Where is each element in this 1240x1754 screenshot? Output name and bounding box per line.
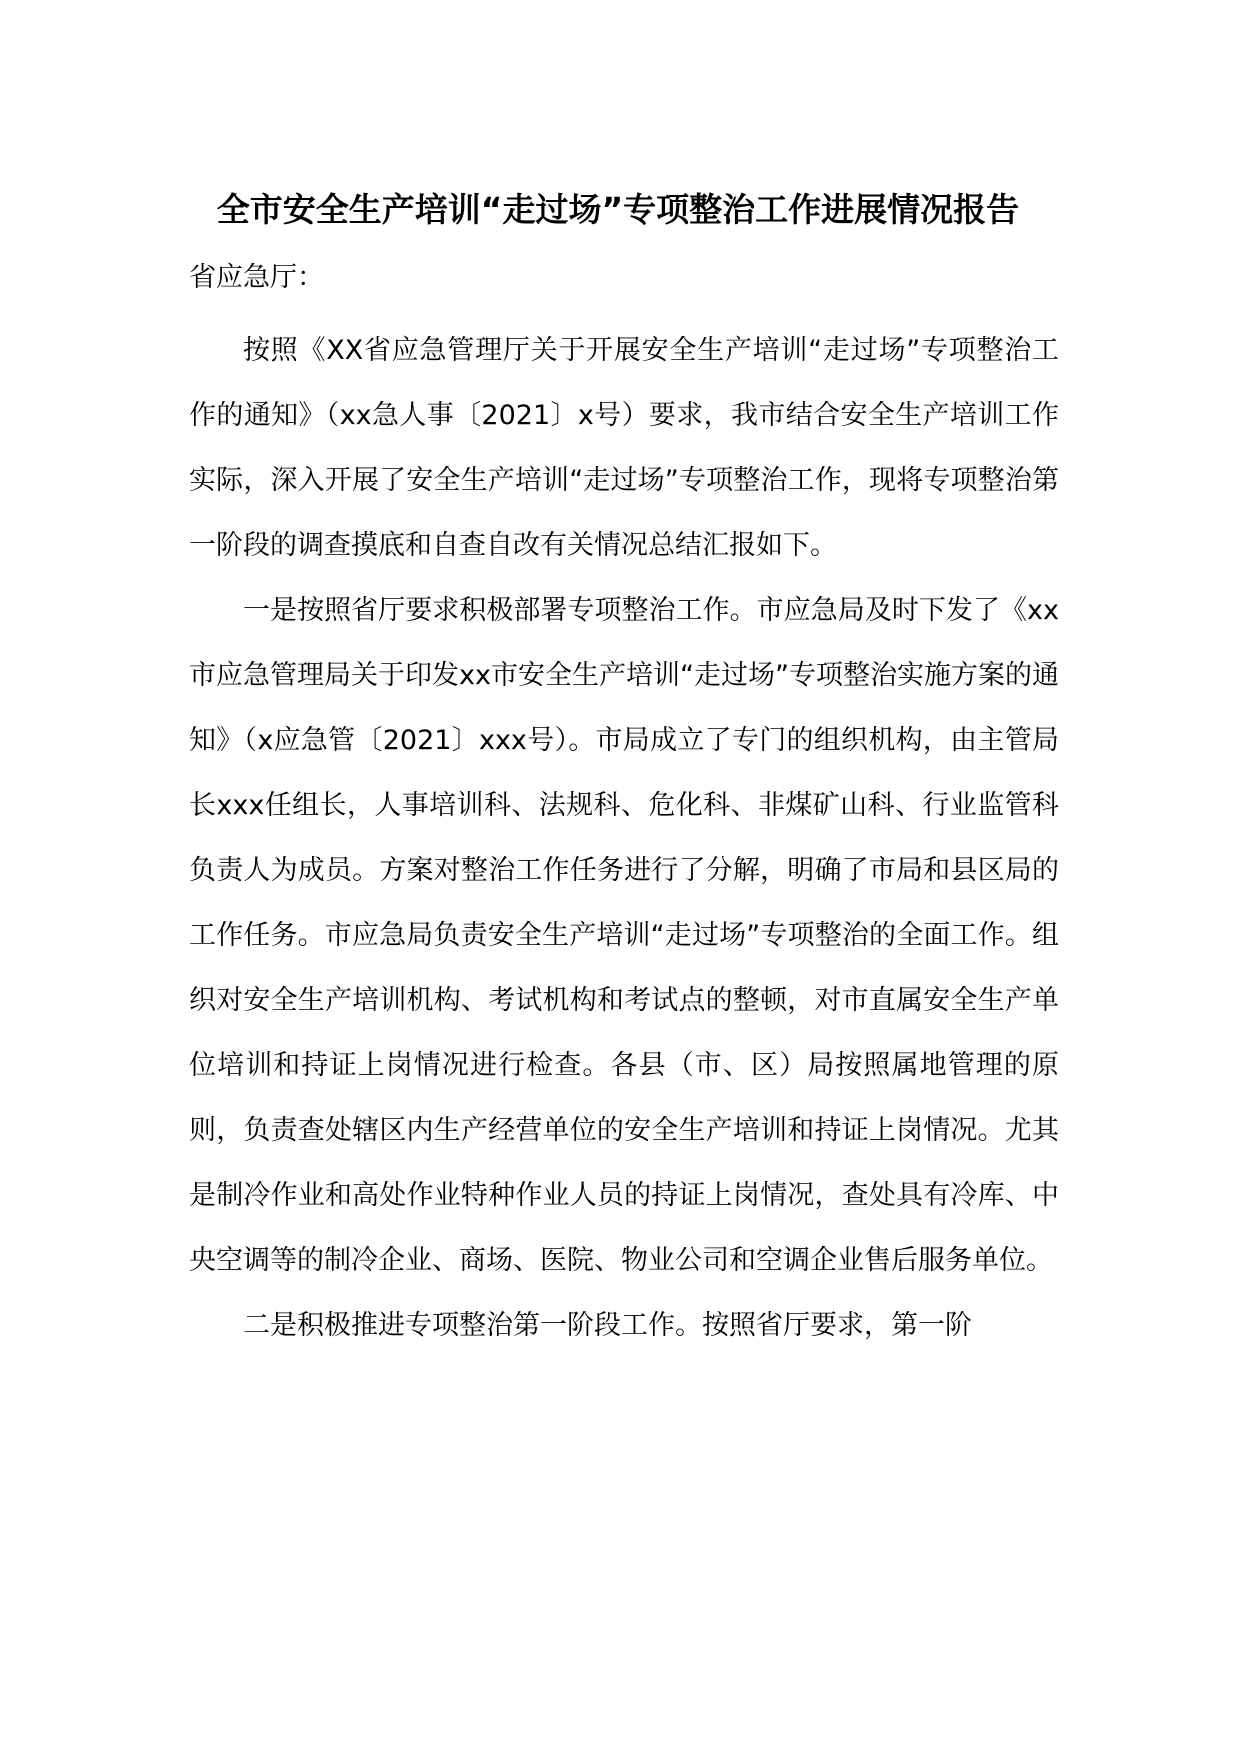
paragraph-deployment: 一是按照省厅要求积极部署专项整治工作。市应急局及时下发了《xx市应急管理局关于印发xx市安全生产培训“走过场”专项整治实施方案的通知》（x应急管〔2021〕xxx号）。市局成立了专门的组织机构，由主管局长xxx任组长，人事培训科、法规科、危化科、非煤矿山科、行业监管科负责人为成员。方案对整治工作任务进行了分解，明确了市局和县区局的工作任务。市应急局负责安全生产培训“走过场”专项整治的全面工作。组织对安全生产培训机构、考试机构和考试点的整顿，对市直属安全生产单位培训和持证上岗情况进行检查。各县（市、区）局按照属地管理的原则，负责查处辖区内生产经营单位的安全生产培训和持证上岗情况。尤其是制冷作业和高处作业特种作业人员的持证上岗情况，查处具有冷库、中央空调等的制冷企业、商场、医院、物业公司和空调企业售后服务单位。 [189, 595, 1059, 1276]
salutation: 省应急厅： [189, 262, 324, 293]
document-body [189, 318, 1059, 1358]
document-title: 全市安全生产培训“走过场”专项整治工作进展情况报告 [216, 190, 1020, 229]
paragraph-progress: 二是积极推进专项整治第一阶段工作。按照省厅要求，第一阶 [243, 1310, 972, 1341]
paragraph-intro: 按照《XX省应急管理厅关于开展安全生产培训“走过场”专项整治工作的通知》（xx急人事〔2021〕x号）要求，我市结合安全生产培训工作实际，深入开展了安全生产培训“走过场”专项整治工作，现将专项整治第一阶段的调查摸底和自查自改有关情况总结汇报如下。 [189, 335, 1059, 561]
